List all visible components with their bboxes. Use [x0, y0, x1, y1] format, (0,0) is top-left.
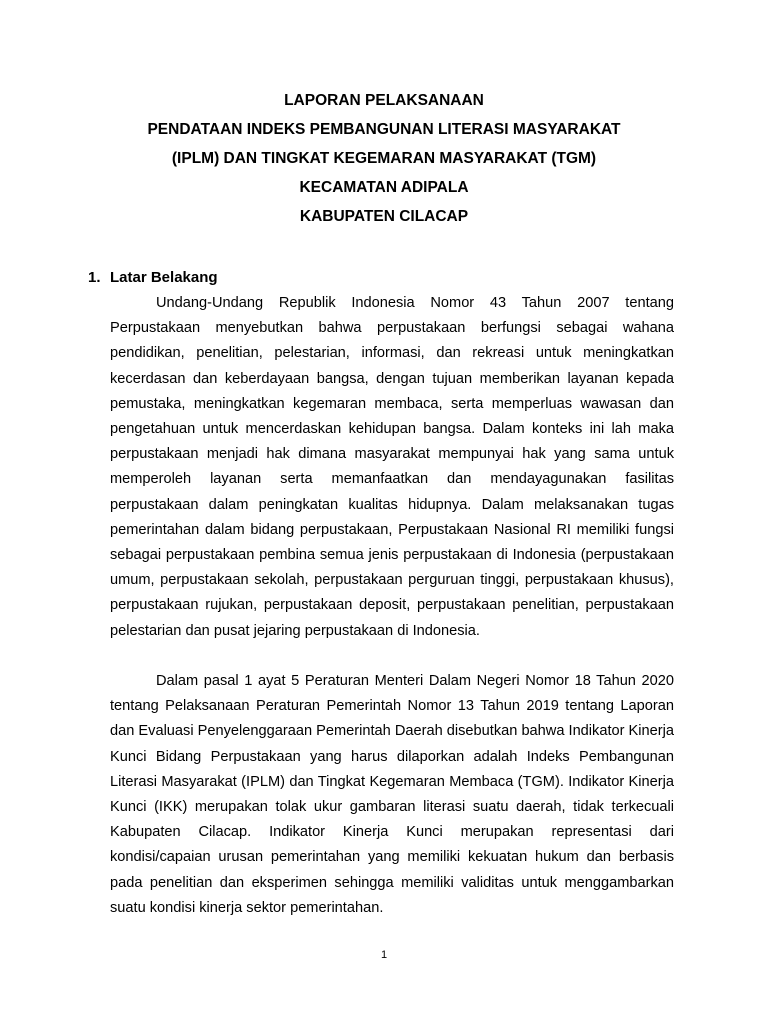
section-number: 1.: [88, 269, 101, 286]
paragraph-block: [110, 669, 674, 921]
paragraph: Undang-Undang Republik Indonesia Nomor 43 Tahun 2007 tentang Perpustakaan menyebutkan bahwa perpustakaan berfungsi sebagai wahana pendidikan, penelitian, pelestarian, informasi, dan rekreasi untuk meningkatkan kecerdasan dan keberdayaan bangsa, dengan tujuan memberikan layanan kepada pemustaka, meningkatkan kegemaran membaca, serta memperluas wawasan dan pengetahuan untuk mencerdaskan kehidupan bangsa. Dalam konteks ini lah maka perpustakaan menjadi hak dimana masyarakat mempunyai hak yang sama untuk memperoleh layanan serta memanfaatkan dan mendayagunakan fasilitas perpustakaan dalam peningkatan kualitas hidupnya. Dalam melaksanakan tugas pemerintahan dalam bidang perpustakaan, Perpustakaan Nasional RI memiliki fungsi sebagai perpustakaan pembina semua jenis perpustakaan di Indonesia (perpustakaan umum, perpustakaan sekolah, perpustakaan perguruan tinggi, perpustakaan khusus), perpustakaan rujukan, perpustakaan deposit, perpustakaan penelitian, perpustakaan pelestarian dan pusat jejaring perpustakaan di Indonesia.: [110, 295, 674, 639]
paragraph: Dalam pasal 1 ayat 5 Peraturan Menteri Dalam Negeri Nomor 18 Tahun 2020 tentang Pelaksanaan Peraturan Pemerintah Nomor 13 Tahun 2019 tentang Laporan dan Evaluasi Penyelenggaraan Pemerintah Daerah disebutkan bahwa Indikator Kinerja Kunci Bidang Perpustakaan yang harus dilaporkan adalah Indeks Pembangunan Literasi Masyarakat (IPLM) dan Tingkat Kegemaran Membaca (TGM). Indikator Kinerja Kunci (IKK) merupakan tolak ukur gambaran literasi suatu daerah, tidak terkecuali Kabupaten Cilacap. Indikator Kinerja Kunci merupakan representasi dari kondisi/capaian urusan pemerintahan yang memiliki kekuatan hukum dan berbasis pada penelitian dan eksperimen sehingga memiliki validitas untuk menggambarkan suatu kondisi kinerja sektor pemerintahan.: [110, 673, 674, 916]
page-number: 1: [380, 949, 388, 961]
title-line: LAPORAN PELAKSANAAN: [284, 92, 484, 109]
title-line: KABUPATEN CILACAP: [299, 208, 469, 225]
section-title: Latar Belakang: [110, 269, 218, 286]
title-line: KECAMATAN ADIPALA: [299, 179, 469, 196]
report-title: [0, 86, 768, 231]
title-line: PENDATAAN INDEKS PEMBANGUNAN LITERASI MASYARAKAT: [147, 121, 621, 138]
paragraph-block: [110, 291, 674, 644]
title-line: (IPLM) DAN TINGKAT KEGEMARAN MASYARAKAT (TGM): [171, 150, 597, 167]
section-heading: [88, 268, 218, 288]
